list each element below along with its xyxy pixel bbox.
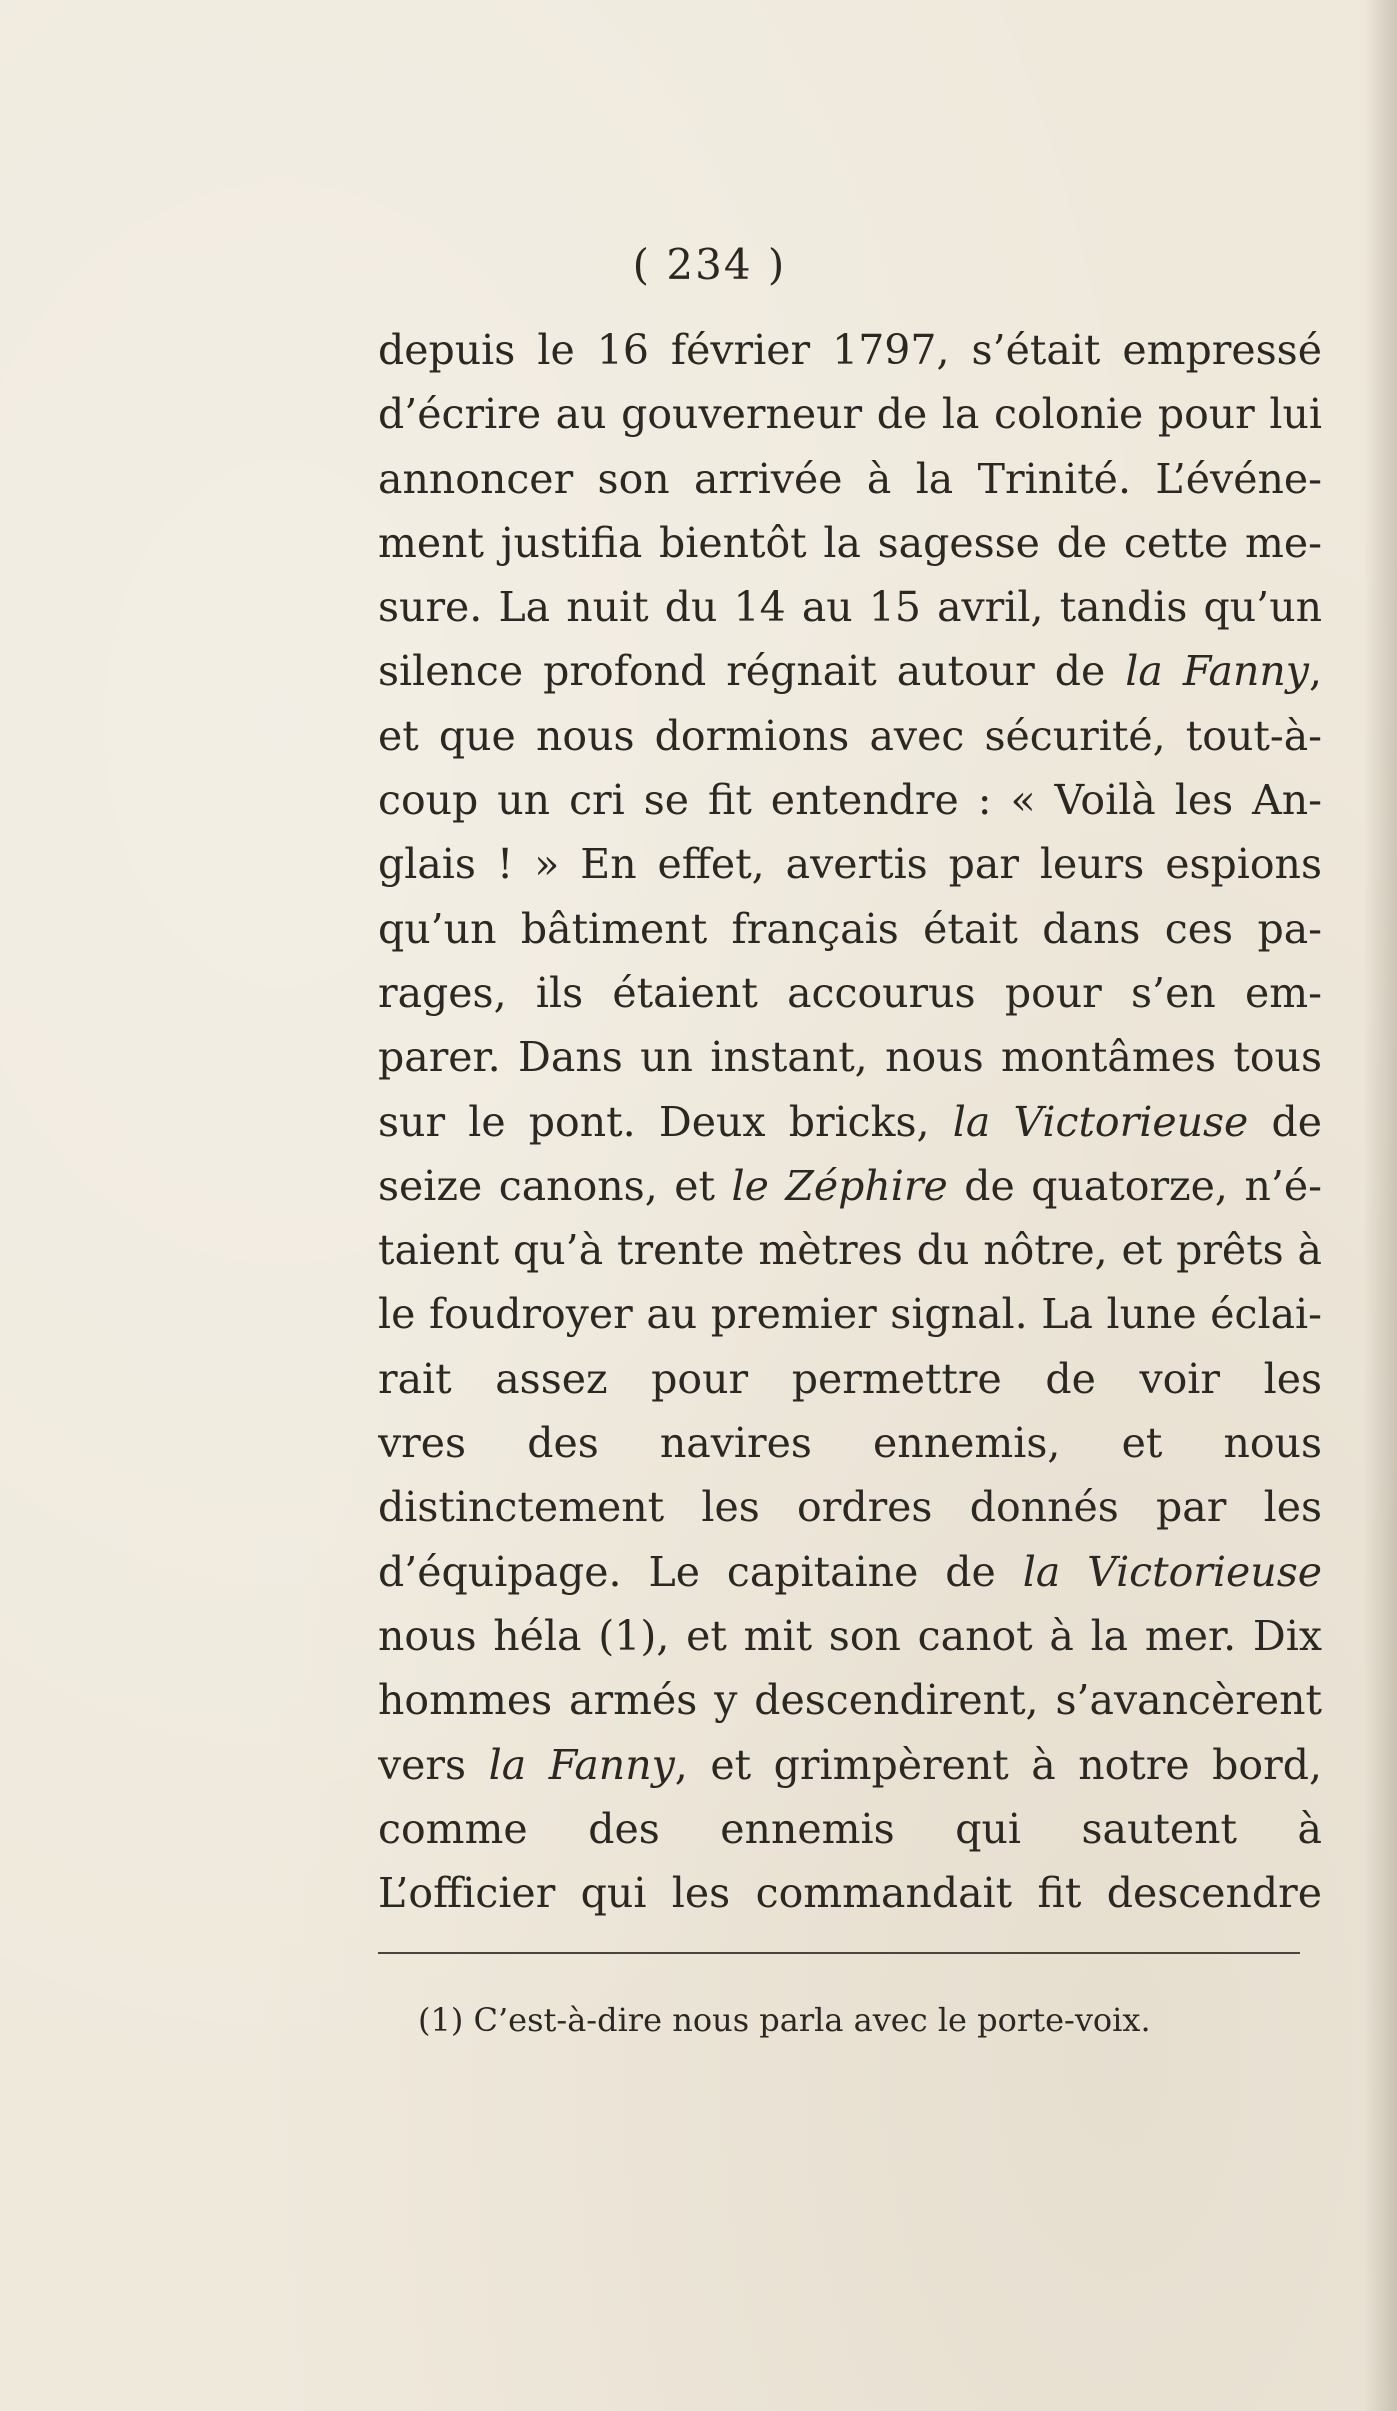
text-line-content [378,1741,1322,1789]
text-line-content [378,647,1322,695]
text-line-content: vres des navires ennemis, et nous [378,1419,1322,1468]
text-run: , et grimpèrent à notre bord, [674,1740,1322,1789]
text-line-content [378,1162,1322,1210]
italic-text: la Fanny [488,1740,675,1789]
text-run: vers [378,1740,489,1789]
text-line-content: comme des ennemis qui sautent à [378,1804,1322,1853]
text-line-content: depuis le 16 février 1797, s’était empressé [378,326,1322,374]
text-line-content: nous héla (1), et mit son canot à la mer. Dix [378,1611,1322,1660]
italic-text: le Zéphire [731,1161,948,1210]
page-number: ( 234 ) [632,240,787,289]
text-line-content [378,1098,1322,1146]
text-line [378,639,1322,703]
text-line [378,1154,1322,1218]
text-line [378,1540,1322,1604]
text-line-content: rait assez pour permettre de voir les [378,1354,1322,1403]
text-line [378,1347,1322,1411]
text-line [378,575,1322,639]
text-line-content [378,1548,1322,1596]
text-line [378,897,1322,961]
text-line [378,768,1322,832]
italic-text: la Fanny [1125,647,1309,696]
text-line [378,1218,1322,1282]
footnote: (1) C’est-à-dire nous parla avec le porte-voix. [418,2001,1151,2039]
text-line-content: hommes armés y descendirent, s’avancèrent [378,1676,1322,1725]
text-line [378,1411,1322,1475]
text-run: seize canons, et [378,1161,732,1210]
text-line-content: parer. Dans un instant, nous montâmes tous [378,1033,1322,1082]
text-line [378,318,1322,382]
text-line-content: distinctement les ordres donnés par les [378,1483,1322,1532]
text-line [378,1025,1322,1089]
text-line-content: d’écrire au gouverneur de la colonie pour lui [378,390,1322,439]
text-line-content: qu’un bâtiment français était dans ces pa- [378,904,1322,953]
footnote-divider [378,1952,1300,1954]
italic-text: la Victorieuse [1022,1547,1322,1596]
text-run: de [1248,1097,1322,1146]
text-run: d’équipage. Le capitaine de [378,1547,1023,1596]
text-line [378,704,1322,768]
text-line [378,1733,1322,1797]
text-line-content: annoncer son arrivée à la Trinité. L’événe- [378,454,1322,503]
text-line-content: taient qu’à trente mètres du nôtre, et prêts à [378,1226,1322,1275]
page-edge-shadow [1363,0,1397,2411]
text-line [378,832,1322,896]
text-run: de quatorze, n’é- [947,1161,1322,1210]
text-line-content: coup un cri se fit entendre : « Voilà les An- [378,776,1322,825]
body-text [378,318,1322,1925]
text-line-content: et que nous dormions avec sécurité, tout-à- [378,711,1322,760]
text-run: , [1308,647,1322,696]
text-line [378,1668,1322,1732]
text-line [378,961,1322,1025]
text-line-content: ment justifia bientôt la sagesse de cette me- [378,518,1322,567]
text-line [378,1604,1322,1668]
text-line-content: sure. La nuit du 14 au 15 avril, tandis qu’un [378,583,1322,632]
text-run: sur le pont. Deux bricks, [378,1097,953,1146]
text-line-content: le foudroyer au premier signal. La lune éclai- [378,1290,1322,1339]
italic-text: la Victorieuse [952,1097,1249,1146]
text-line [378,1282,1322,1346]
text-line [378,1475,1322,1539]
text-line-content: L’officier qui les commandait fit descendre [378,1869,1322,1918]
text-line [378,1861,1322,1925]
text-line [378,1090,1322,1154]
text-line [378,511,1322,575]
text-line [378,1797,1322,1861]
text-run: silence profond régnait autour de [378,647,1126,696]
text-line [378,382,1322,446]
text-line-content: glais ! » En effet, avertis par leurs espions [378,840,1322,889]
text-line [378,447,1322,511]
text-line-content: rages, ils étaient accourus pour s’en em- [378,968,1322,1017]
